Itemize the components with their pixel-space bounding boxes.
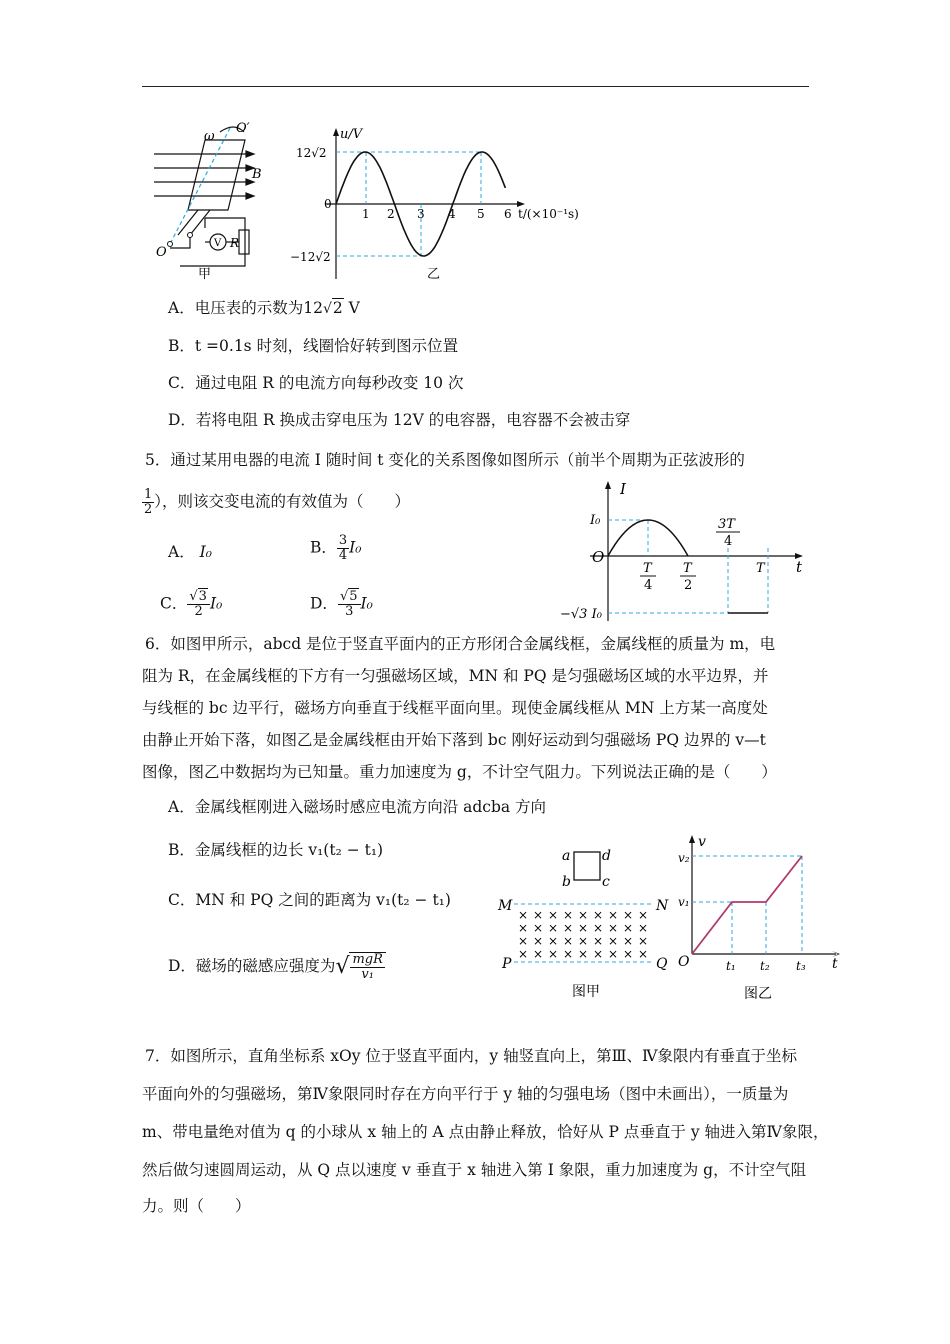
label-n: N — [656, 898, 669, 914]
field-cross: × — [578, 908, 589, 922]
o-label: O — [156, 245, 167, 260]
q5-c-num: 3 — [198, 589, 207, 604]
q5-d-num: 5 — [349, 589, 358, 604]
q5-a-value: I₀ — [199, 543, 212, 561]
field-cross: × — [548, 908, 559, 922]
t2-label: t₂ — [760, 959, 770, 973]
v-axis-label: v — [698, 834, 706, 850]
q4-a-root: 2 — [332, 299, 343, 317]
field-cross: × — [518, 947, 529, 961]
label-m: M — [498, 898, 513, 914]
field-cross: × — [578, 934, 589, 948]
fig-yi-caption: 乙 — [427, 267, 441, 282]
field-cross: × — [638, 908, 649, 922]
q6-d-den: v₁ — [361, 967, 374, 982]
t-axis-label: t — [796, 558, 803, 576]
x-tick-1: 1 — [362, 207, 370, 221]
field-cross: × — [548, 921, 559, 935]
field-cross: × — [518, 908, 529, 922]
q4-a-value: 12 — [303, 299, 323, 317]
q6-line1: 6．如图甲所示，abcd 是位于竖直平面内的正方形闭合金属线框，金属线框的质量为 m，电 — [145, 635, 776, 653]
field-cross: × — [638, 921, 649, 935]
q5-frac-den: 2 — [144, 502, 153, 517]
t34-num: 3T — [718, 517, 735, 532]
voltmeter-label: V — [214, 238, 222, 249]
i-axis-label: I — [620, 480, 626, 498]
q5-b-unit: I₀ — [349, 538, 362, 557]
x-tick-6: 6 — [504, 207, 512, 221]
header-rule — [142, 86, 809, 87]
current-graph — [560, 476, 810, 624]
field-cross: × — [548, 934, 559, 948]
q5-c-den: 2 — [194, 604, 203, 619]
q5-c-unit: I₀ — [209, 594, 223, 613]
t4-num: T — [643, 561, 652, 576]
resistor-label: R — [230, 236, 240, 250]
field-cross: × — [593, 908, 604, 922]
t4-den: 4 — [644, 578, 653, 593]
q5-stem2-text: ），则该交变电流的有效值为（ ） — [154, 492, 411, 511]
field-cross: × — [563, 947, 574, 961]
field-cross: × — [578, 921, 589, 935]
q4-a-unit: V — [348, 299, 360, 317]
u-axis-label: u/V — [340, 127, 363, 142]
fig-yi-caption-q6: 图乙 — [744, 986, 772, 1002]
q5-option-b — [310, 534, 362, 563]
q6-line2: 阻为 R，在金属线框的下方有一匀强磁场区域，MN 和 PQ 是匀强磁场区域的水平边界，并 — [142, 667, 769, 685]
fig-jia-caption-q6: 图甲 — [572, 984, 600, 1000]
label-p: P — [502, 956, 512, 972]
q6-line4: 由静止开始下落，如图乙是金属线框由开始下落到 bc 刚好运动到匀强磁场 PQ 边界的 v—t — [142, 731, 766, 749]
x-tick-3: 3 — [417, 207, 425, 221]
field-cross: × — [518, 921, 529, 935]
q7-line4: 然后做匀速圆周运动，从 Q 点以速度 v 垂直于 x 轴进入第 I 象限，重力加速度为 g，不计空气阻 — [142, 1161, 807, 1179]
v1-label: v₁ — [678, 895, 690, 909]
q5-b-den: 4 — [338, 548, 348, 563]
field-cross: × — [623, 934, 634, 948]
t3-label: t₃ — [796, 959, 806, 973]
q6-option-c: C．MN 和 PQ 之间的距离为 v₁(t₂ − t₁) — [168, 891, 451, 909]
y-top-label: 12√2 — [296, 146, 327, 160]
q5-half-fraction — [142, 488, 154, 517]
q5-d-unit: I₀ — [360, 594, 373, 613]
vt-graph — [678, 830, 848, 1005]
field-cross: × — [533, 947, 544, 961]
q4-option-a: A．电压表的示数为12√2 V — [168, 299, 360, 317]
q5-stem-line1: 5．通过某用电器的电流 I 随时间 t 变化的关系图像如图所示（前半个周期为正弦波形的 — [145, 451, 745, 469]
vt-origin: O — [678, 954, 690, 970]
corner-a: a — [562, 848, 571, 864]
q4-option-b: B．t =0.1s 时刻，线圈恰好转到图示位置 — [168, 337, 459, 355]
q4-option-c: C．通过电阻 R 的电流方向每秒改变 10 次 — [168, 374, 464, 392]
field-cross: × — [623, 908, 634, 922]
field-cross: × — [518, 934, 529, 948]
field-cross: × — [563, 921, 574, 935]
q5-option-a — [168, 542, 212, 562]
q6-option-d: D．磁场的磁感应强度为√ $\frac{\text{mgR}}{\text{v₁}}$ — [168, 952, 386, 982]
q6-d-prefix: D．磁场的磁感应强度为 — [168, 957, 336, 975]
t-period-label: T — [756, 561, 765, 576]
o-prime-label: O′ — [236, 121, 250, 136]
field-cross: × — [548, 947, 559, 961]
y-bottom-label: −12√2 — [290, 250, 331, 264]
t2-den: 2 — [684, 578, 693, 593]
q5-b-num: 3 — [338, 533, 348, 548]
field-cross: × — [623, 947, 634, 961]
q5-option-c — [160, 590, 222, 619]
q5-b-label: B． — [310, 538, 337, 557]
t1-label: t₁ — [726, 959, 736, 973]
field-cross: × — [533, 908, 544, 922]
fig-jia-caption: 甲 — [198, 267, 212, 282]
q5-d-num-wrap: √5 — [338, 590, 361, 605]
q5-option-d — [310, 590, 373, 619]
field-cross: × — [623, 921, 634, 935]
generator-figure — [150, 118, 280, 283]
origin-label: 0 — [324, 197, 332, 211]
corner-c: c — [602, 874, 610, 890]
q6-option-b: B．金属线框的边长 v₁(t₂ − t₁) — [168, 841, 384, 859]
x-axis-label: t/(×10⁻¹s) — [518, 207, 579, 221]
square-frame — [574, 852, 600, 880]
q7-line3: m、带电量绝对值为 q 的小球从 x 轴上的 A 点由静止释放，恰好从 P 点垂直于 y 轴进入第Ⅳ象限， — [142, 1123, 829, 1141]
q5-c-frac — [187, 590, 210, 619]
neg-sqrt3-i0-label: −√3 I₀ — [560, 607, 602, 622]
field-cross: × — [593, 921, 604, 935]
q6-option-a: A．金属线框刚进入磁场时感应电流方向沿 adcba 方向 — [168, 798, 547, 816]
q7-line5: 力。则（ ） — [142, 1197, 251, 1215]
field-cross: × — [608, 908, 619, 922]
q5-stem-line2 — [142, 488, 410, 517]
q5-c-label: C． — [160, 594, 188, 613]
q4-a-prefix: A．电压表的示数为 — [168, 299, 304, 317]
vt-curve — [692, 856, 802, 954]
origin-o: O — [592, 548, 605, 566]
q6-d-num: mgR — [352, 952, 383, 967]
corner-d: d — [602, 848, 611, 864]
omega-label: ω — [204, 129, 215, 144]
t2-num: T — [683, 561, 692, 576]
field-cross: × — [593, 947, 604, 961]
q5-d-den: 3 — [345, 604, 354, 619]
sine-graph — [286, 124, 586, 284]
q7-line1: 7．如图所示，直角坐标系 xOy 位于竖直平面内，y 轴竖直向上，第Ⅲ、Ⅳ象限内有垂直于坐标 — [145, 1047, 798, 1065]
v2-label: v₂ — [678, 851, 690, 865]
q6-line5: 图像，图乙中数据均为已知量。重力加速度为 g，不计空气阻力。下列说法正确的是（ ） — [142, 763, 777, 781]
magnetic-field-figure — [496, 840, 676, 1005]
t-axis-label-q6: t — [832, 956, 838, 972]
b-field-label: B — [252, 167, 262, 182]
t34-den: 4 — [724, 534, 733, 549]
field-cross: × — [638, 947, 649, 961]
field-cross: × — [608, 921, 619, 935]
corner-b: b — [562, 874, 571, 890]
q6-line3: 与线框的 bc 边平行，磁场方向垂直于线框平面向里。现使金属线框从 MN 上方某一高度处 — [142, 699, 768, 717]
q7-line2: 平面向外的匀强磁场，第Ⅳ象限同时存在方向平行于 y 轴的匀强电场（图中未画出），一质量为 — [142, 1085, 789, 1103]
field-cross: × — [593, 934, 604, 948]
field-cross: × — [533, 921, 544, 935]
x-tick-5: 5 — [477, 207, 485, 221]
field-cross: × — [563, 934, 574, 948]
q5-d-frac — [338, 590, 361, 619]
field-cross: × — [608, 947, 619, 961]
i0-label: I₀ — [590, 513, 601, 528]
field-cross: × — [563, 908, 574, 922]
field-cross: × — [608, 934, 619, 948]
q5-a-label: A． — [168, 543, 195, 561]
q5-d-label: D． — [310, 594, 338, 613]
field-cross: × — [578, 947, 589, 961]
q5-c-num-wrap: √3 — [187, 590, 210, 605]
field-crosses — [518, 908, 648, 961]
label-q: Q — [656, 956, 668, 972]
q4-option-d: D．若将电阻 R 换成击穿电压为 12V 的电容器，电容器不会被击穿 — [168, 411, 631, 429]
x-tick-4: 4 — [448, 207, 456, 221]
field-cross: × — [533, 934, 544, 948]
q6-d-frac — [349, 952, 385, 982]
q5-frac-num: 1 — [144, 487, 153, 502]
q5-b-frac — [337, 534, 349, 563]
field-cross: × — [638, 934, 649, 948]
x-tick-2: 2 — [387, 207, 395, 221]
